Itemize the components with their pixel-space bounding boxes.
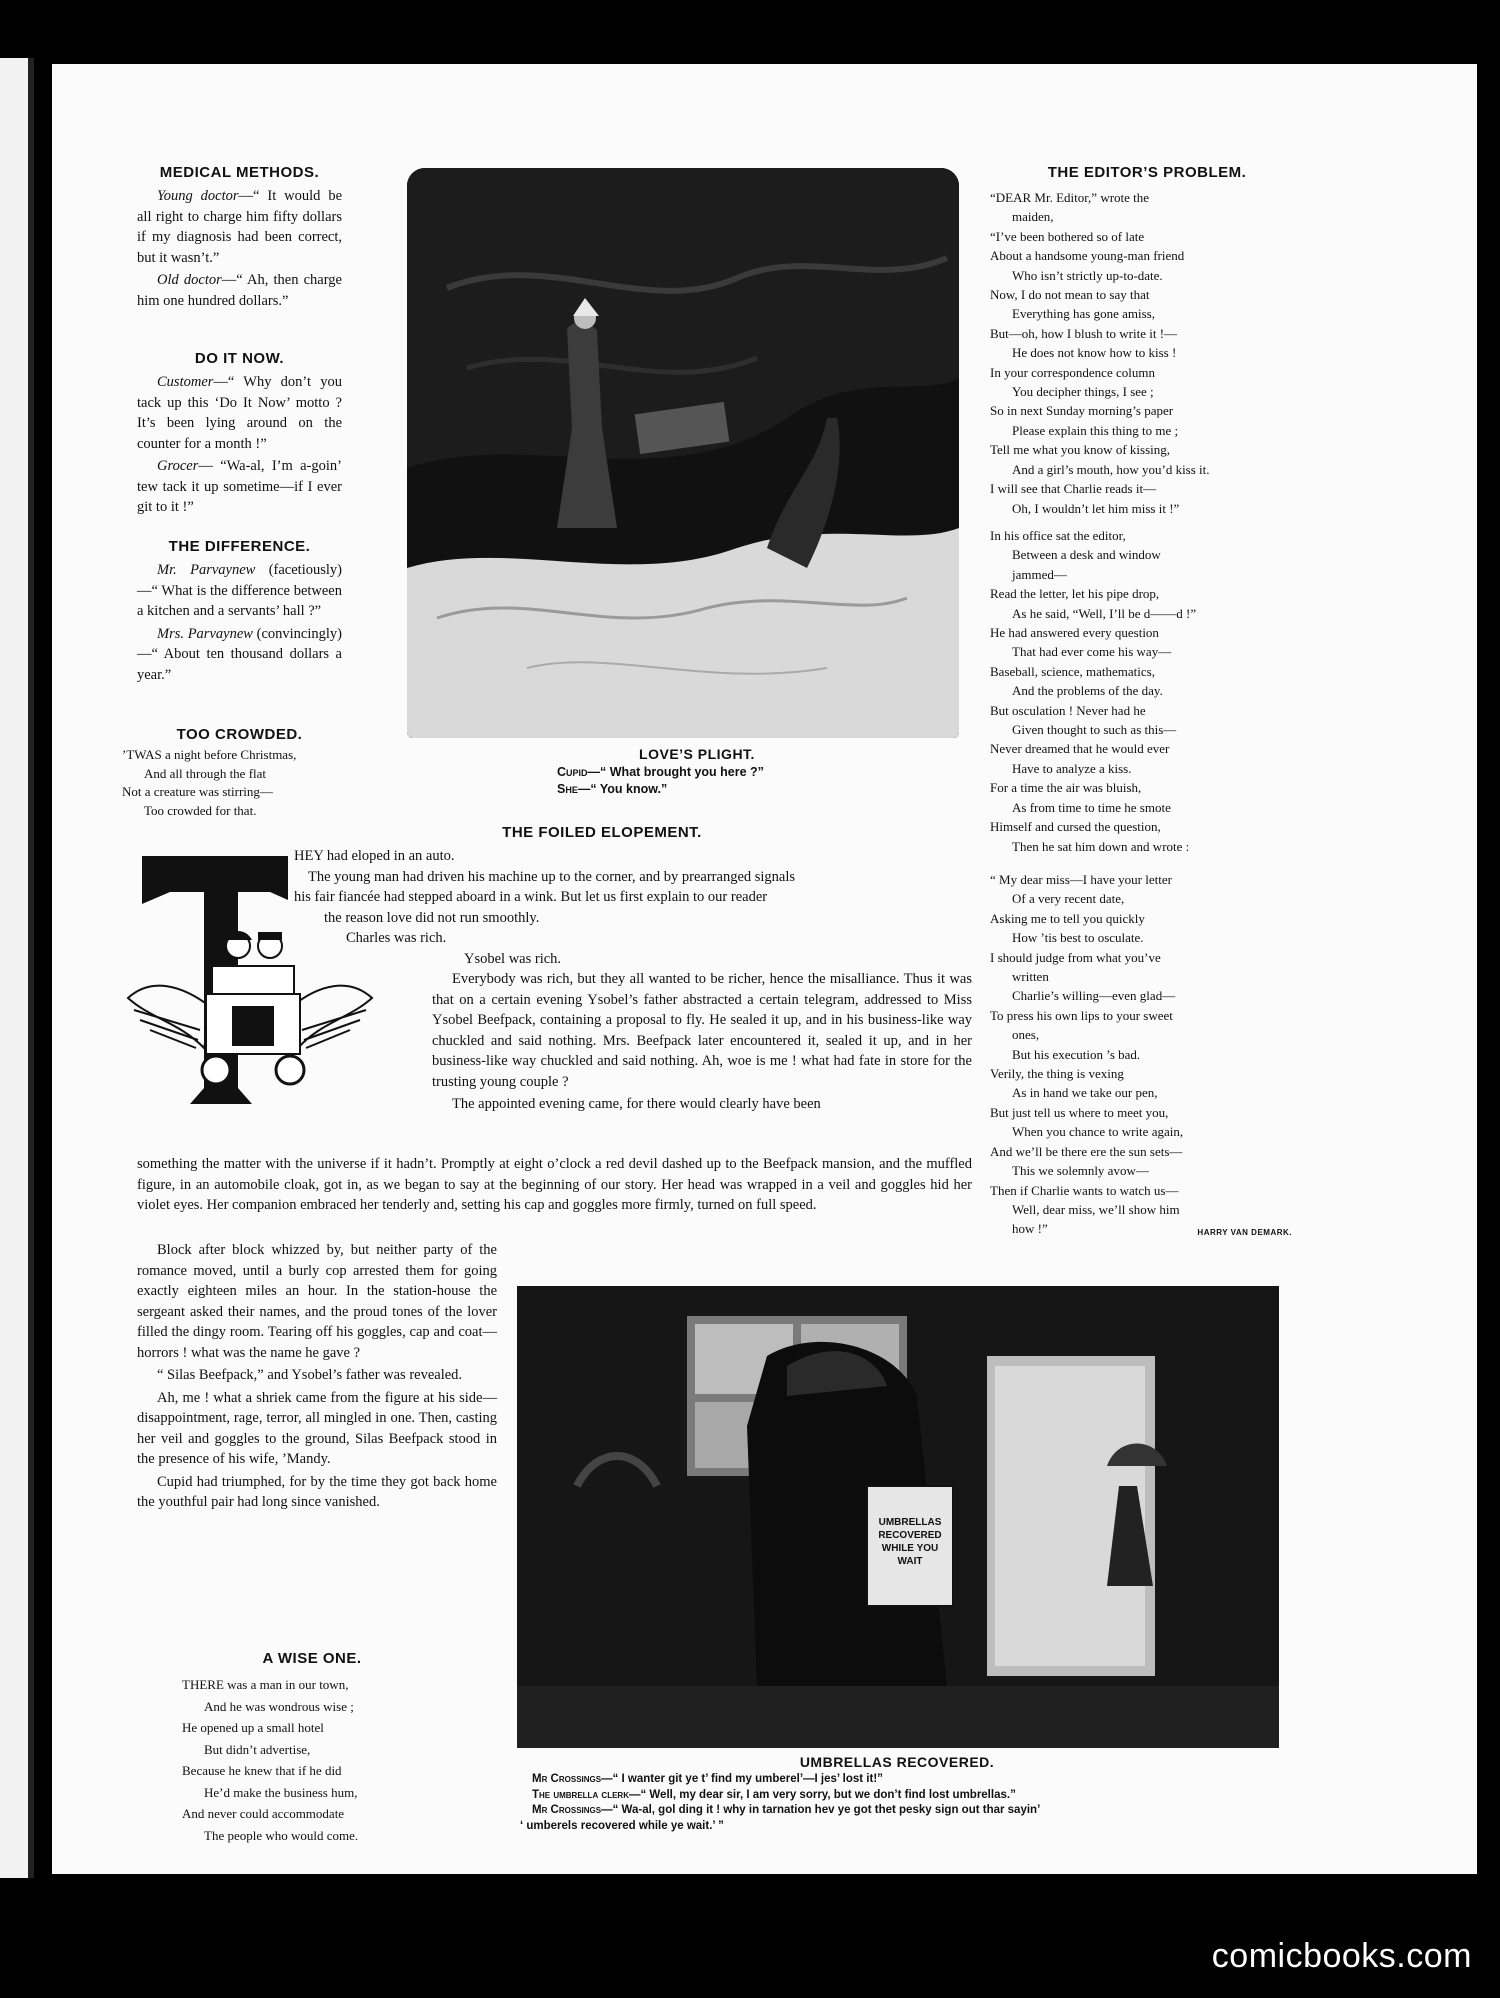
too-crowded-verse: ’TWAS a night before Christmas, And all through the flat Not a creature was stirring— Too crowded for that. [122, 747, 297, 818]
elopement-wide-paragraph: something the matter with the universe if it hadn’t. Promptly at eight o’clock a red devil dashed up to the Beefpack mansion, and the muffled figure, in an automobile cloak, got in, as we began to say at the beginning of our story. Her head was wrapped in a veil and goggles hid her violet eyes. Her companion embraced her tenderly and, setting his cap and goggles more firmly, turned on full speed. [137, 1156, 972, 1213]
elopement-narrow-paragraphs: Block after block whizzed by, but neither party of the romance moved, until a burly cop arrested them for going exactly eighteen miles an hour. In the station-house the sergeant asked their names, and the proud tones of the lover filled the dingy room. Tearing off his goggles, cap and coat—horrors ! what was the name he gave ? “ Silas Beefpack,” and Ysobel’s father was revealed. Ah, me ! what a shriek came from the figure at his side—disappointment, rage, terror, all mingled in one. Then, casting her veil and goggles to the ground, Silas Beefpack stood in the presence of his wife, ’Mandy. Cupid had triumphed, for by the time they got back home the youthful pair had long since vanished. [137, 1242, 497, 1510]
umbrellas-title: UMBRELLAS RECOVERED. [799, 1754, 995, 1770]
editors-problem-title: THE EDITOR’S PROBLEM. [1047, 164, 1247, 181]
wise-one-verse: THERE was a man in our town, And he was wondrous wise ; He opened up a small hotel But didn’t advertise, Because he knew that if he did He’d make the business hum, And never could accommodate The people who would come. [182, 1677, 359, 1843]
difference-text: Mr. Parvaynew (facetiously) —“ What is the difference between a kitchen and a servants’ hall ?” Mrs. Parvaynew (convincingly)—“ About ten thousand dollars a year.” [137, 562, 342, 683]
loves-plight-title: LOVE’S PLIGHT. [639, 746, 755, 762]
umbrellas-dialogue: Mr Crossings—“ I wanter git ye t’ find my umberel’—I jes’ lost it!” The umbrella clerk—“ Well, my dear sir, I am very sorry, but we don’t find lost umbrellas.” Mr Crossings—“ Wa-al, gol ding it ! why in tarnation hev ye got thet pesky sign out thar sayin’ ‘ umberels recovered while ye wait.’ ” [520, 1773, 1041, 1832]
elopement-mid-paragraph: Everybody was rich, but they all wanted to be richer, hence the misalliance. Thus it was that on a certain evening Ysobel’s father abstracted a certain telegram, addressed to Miss Ysobel Beefpack, containing a proposal to fly. He sealed it up, and in his business-like way chuckled and said nothing. Mrs. Beefpack later encountered it, sealed it up, and in her business-like way chuckled and said nothing. Ah, woe is me ! what had fate in store for the trusting young couple ? The appointed evening came, for there would clearly have been [432, 971, 972, 1112]
do-it-now-text: Customer—“ Why don’t you tack up this ‘Do It Now’ motto ? It’s been lying around on the counter for a month !” Grocer— “Wa-al, I’m a-goin’ tew tack it up sometime—if I ever git to it !” [137, 374, 342, 515]
do-it-now-title: DO IT NOW. [194, 350, 285, 367]
editors-problem-stanza-2: In his office sat the editor, Between a desk and window jammed— Read the letter, let his pipe drop, As he said, “Well, I’ll be d——d !” He had answered every question That had ever come his way— Baseball, science, mathematics, And the problems of the day. But osculation ! Never had he Given thought to such as this— Never dreamed that he would ever Have to analyze a kiss. For a time the air was bluish, As from time to time he smote Himself and cursed the question, Then he sat him down and wrote : [990, 528, 1197, 854]
difference-title: THE DIFFERENCE. [168, 538, 311, 555]
elopement-top-lines: HEY had eloped in an auto. The young man had driven his machine up to the corner, and by prearranged signals his fair fiancée had stepped aboard in a wink. But let us first explain to our reader the reason love did not run smoothly. Charles was rich. Ysobel was rich. [294, 848, 796, 967]
loves-plight-dialogue: Cupid—“ What brought you here ?” She—“ You know.” [557, 765, 764, 796]
magazine-page [52, 64, 1477, 1874]
medical-methods-text: Young doctor—“ It would be all right to charge him fifty dollars if my diagnosis had been correct, but it wasn’t.” Old doctor—“ Ah, then charge him one hundred dollars.” [137, 188, 342, 309]
editors-problem-stanza-1: “DEAR Mr. Editor,” wrote the maiden, “I’ve been bothered so of late About a handsome young-man friend Who isn’t strictly up-to-date. Now, I do not mean to say that Everything has gone amiss, But—oh, how I blush to write it !— He does not know how to kiss ! In your correspondence column You decipher things, I see ; So in next Sunday morning’s paper Please explain this thing to me ; Tell me what you know of kissing, And a girl’s mouth, how you’d kiss it. I will see that Charlie reads it— Oh, I wouldn’t let him miss it !” [990, 190, 1210, 516]
site-watermark: comicbooks.com [1211, 1937, 1472, 1975]
wise-one-title: A WISE ONE. [262, 1650, 362, 1667]
foiled-elopement-title: THE FOILED ELOPEMENT. [502, 824, 702, 841]
too-crowded-title: TOO CROWDED. [176, 726, 303, 743]
loves-plight-illustration [407, 168, 959, 738]
author-signature: HARRY VAN DEMARK. [1197, 1228, 1292, 1237]
umbrella-sign: UMBRELLAS RECOVERED WHILE YOU WAIT [878, 1517, 942, 1567]
medical-methods-title: MEDICAL METHODS. [159, 164, 320, 181]
previous-page-edge [0, 58, 34, 1878]
editors-problem-stanza-3: “ My dear miss—I have your letter Of a very recent date, Asking me to tell you quickly How ’tis best to osculate. I should judge from what you’ve written Charlie’s willing—even glad— To press his own lips to your sweet ones, But his execution ’s bad. Verily, the thing is vexing As in hand we take our pen, But just tell us where to meet you, When you chance to write again, And we’ll be there ere the sun sets— This we solemnly avow— Then if Charlie wants to watch us— Well, dear miss, we’ll show him how !” [990, 872, 1184, 1237]
umbrellas-illustration [517, 1286, 1279, 1748]
